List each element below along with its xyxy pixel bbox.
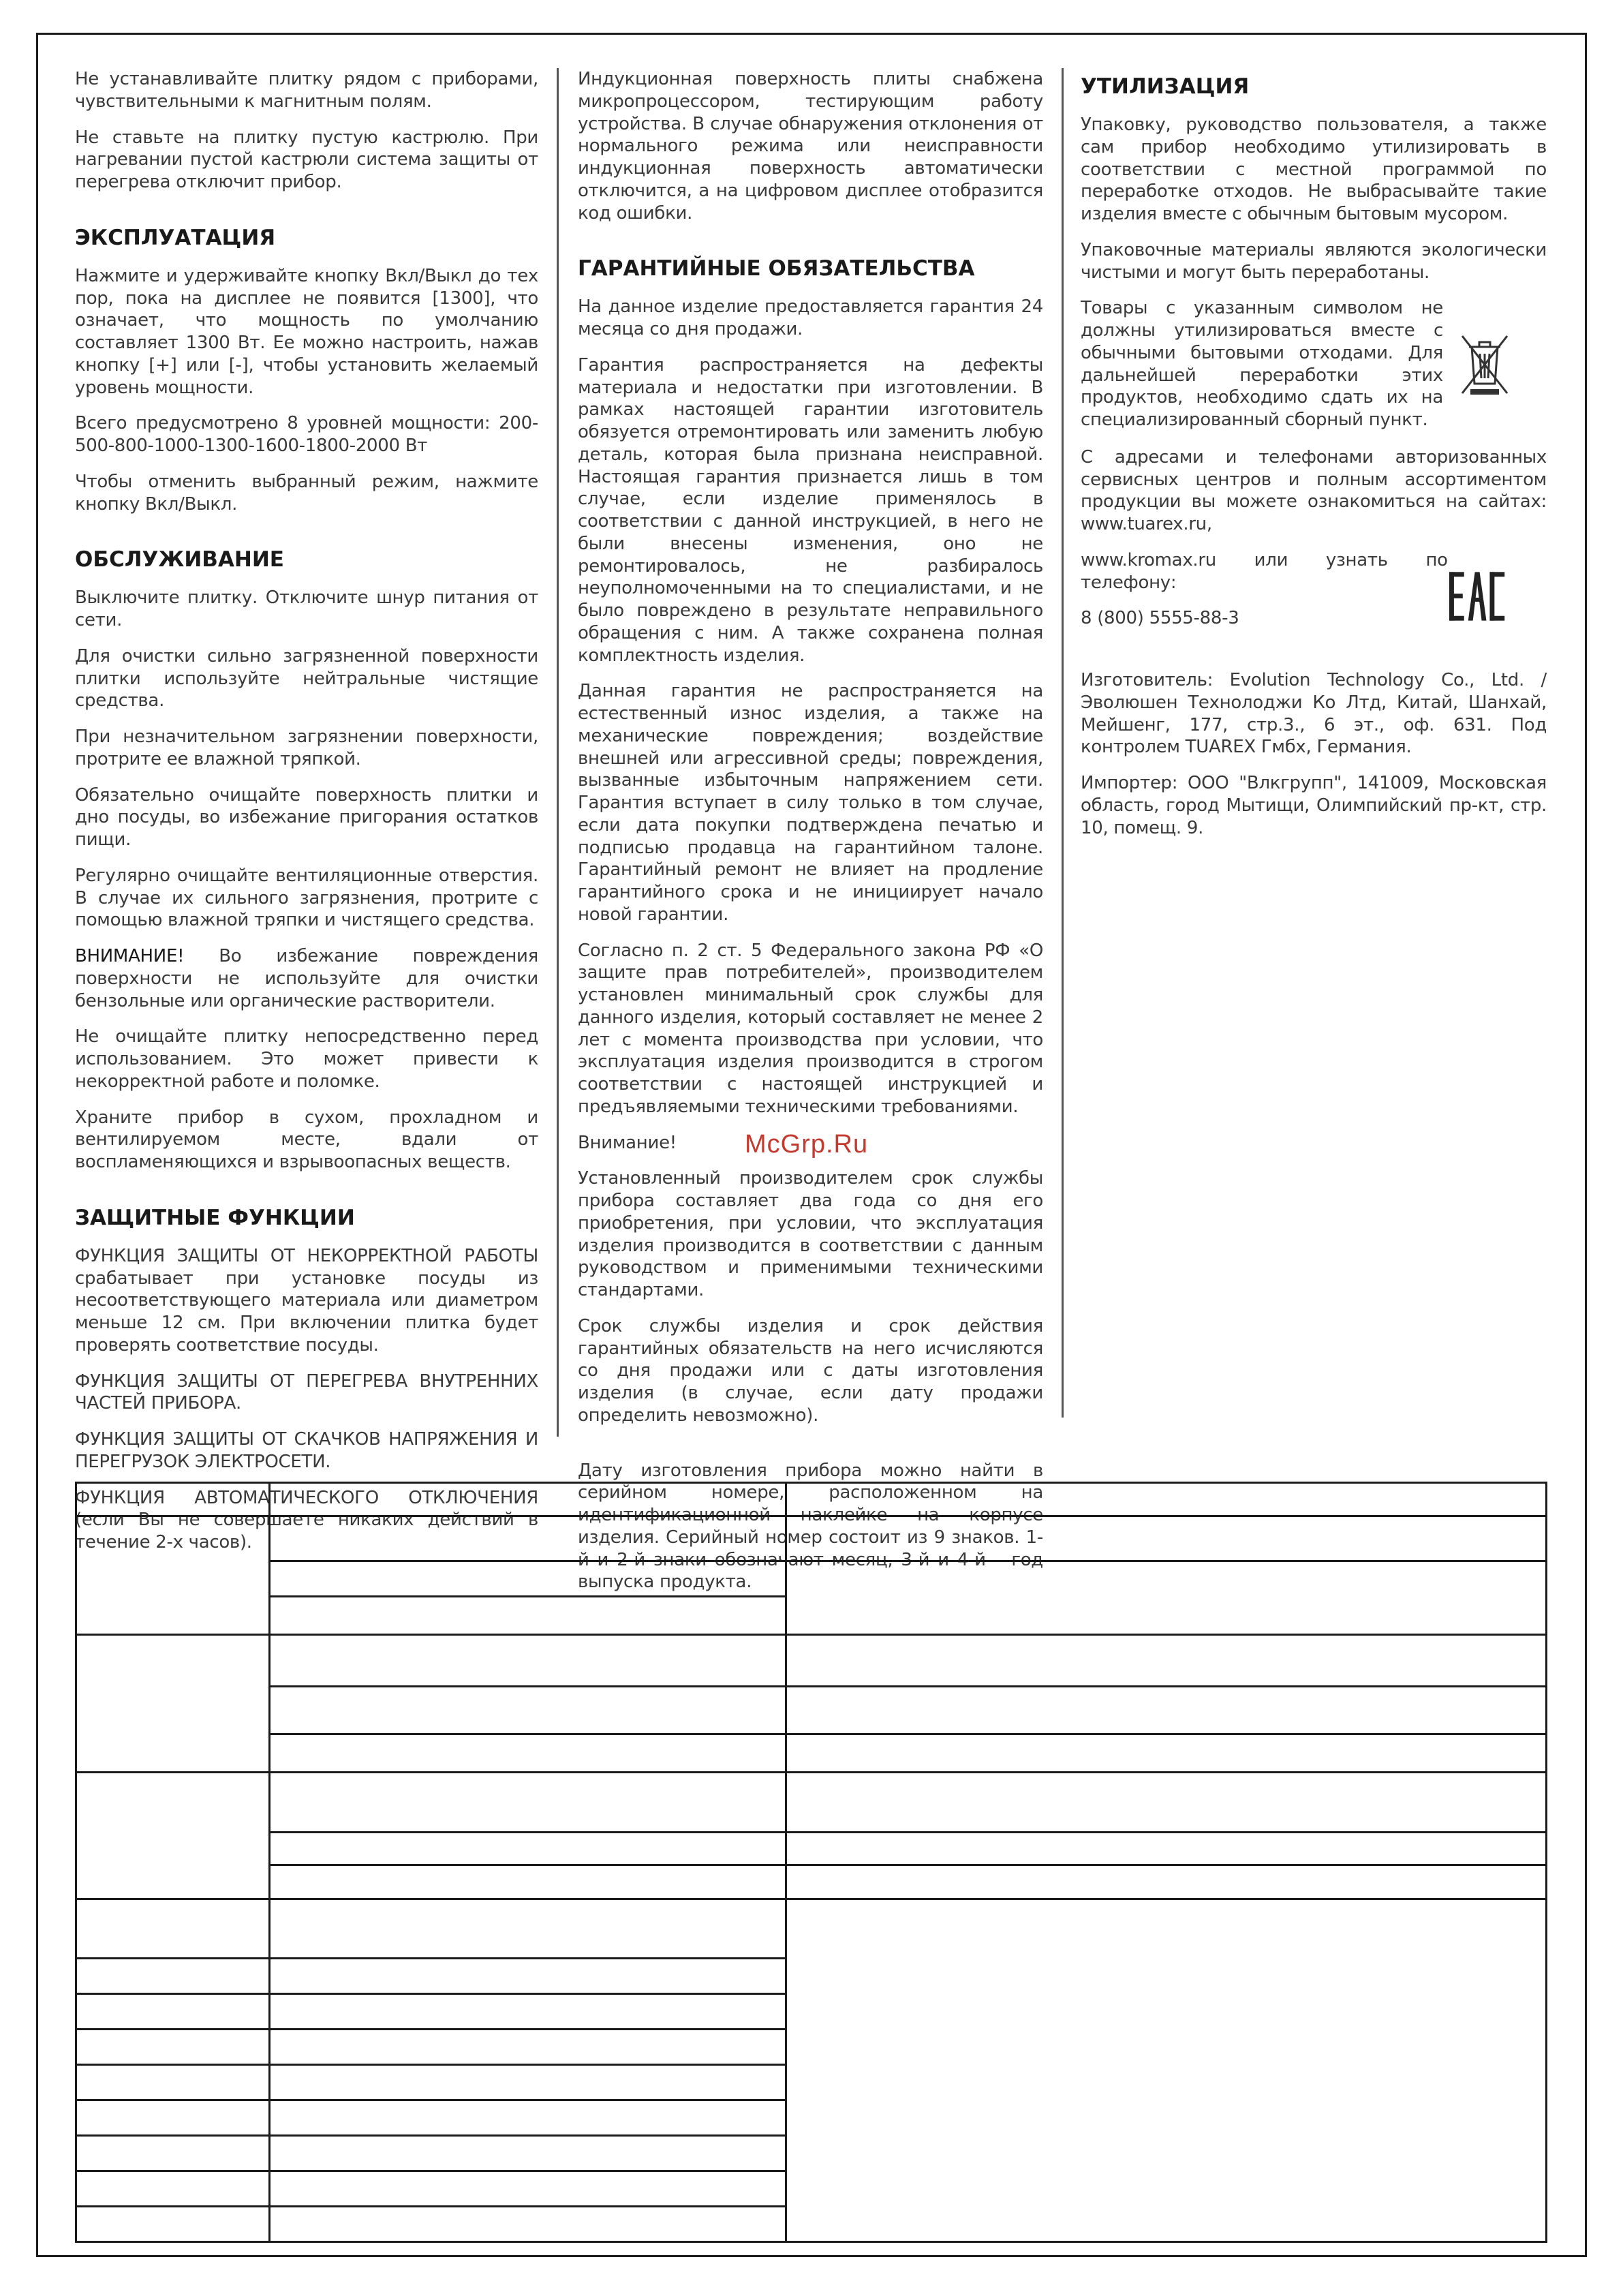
phone-number: 8 (800) 5555-88-3 [1081, 608, 1239, 629]
table-row [76, 1561, 1547, 1597]
paragraph: Для очистки сильно загрязненной поверхности плитки используйте нейтральные чистящие средства. [75, 645, 538, 711]
paragraph: На данное изделие предоставляется гарантия 24 месяца со дня продажи. [578, 296, 1043, 340]
table-cell [76, 2100, 270, 2136]
table-cell [76, 2171, 270, 2207]
table-row [76, 1483, 1547, 1516]
paragraph: Всего предусмотрено 8 уровней мощности: 200-500-800-1000-1300-1600-1800-2000 Вт [75, 413, 538, 457]
paragraph: Не ставьте на плитку пустую кастрюлю. При нагревании пустой кастрюли система защиты от перегрева отключит прибор. [75, 127, 538, 192]
table-cell [76, 2030, 270, 2065]
paragraph: При незначительном загрязнении поверхности, протрите ее влажной тряпкой. [75, 726, 538, 769]
crossed-bin-icon [1457, 331, 1513, 399]
paragraph: Товары с указанным символом не должны утилизироваться вместе с обычными бытовыми отходами. Для дальнейшей переработки этих продуктов, необходимо сдать их на специализированный сборный пункт. [1081, 298, 1443, 431]
paragraph: Упаковочные материалы являются экологически чистыми и могут быть переработаны. [1081, 239, 1547, 283]
section-title-protection: ЗАЩИТНЫЕ ФУНКЦИИ [75, 1205, 355, 1230]
table-cell [270, 2207, 786, 2242]
section-title-disposal: УТИЛИЗАЦИЯ [1081, 74, 1250, 99]
table-row [76, 1865, 1547, 1899]
table-cell [76, 1773, 270, 1899]
recycle-block [1081, 297, 1547, 431]
table-cell [786, 1516, 1547, 1561]
table-cell [76, 2136, 270, 2171]
table-cell [786, 1865, 1547, 1899]
table-row [76, 1516, 1547, 1561]
table-row [76, 1734, 1547, 1773]
column-divider [1062, 68, 1064, 1418]
table-cell [270, 2065, 786, 2100]
manufacturer-info: Изготовитель: Evolution Technology Co., Ltd. / Эволюшен Технолоджи Ко Лтд, Китай, Шанхай, Мейшенг, 177, стр.3., 6 эт., оф. 631. Под контролем TUAREX Гмбх, Германия. [1081, 670, 1547, 758]
table-cell [270, 1483, 786, 1516]
contacts-block [1081, 549, 1547, 643]
paragraph: Дату изготовления прибора можно найти в серийном номере, расположенном на идентификационной наклейке на корпусе изделия. Серийный номер состоит из 9 знаков. 1-й и 2-й знаки обозначают месяц, 3-й и 4-й— год выпуска продукта. [578, 1460, 1043, 1593]
table-cell [270, 1833, 786, 1865]
attention-label: ВНИМАНИЕ! [75, 946, 185, 967]
section-title-service: ОБСЛУЖИВАНИЕ [75, 547, 284, 572]
table-row [76, 1833, 1547, 1865]
paragraph: Храните прибор в сухом, прохладном и вентилируемом месте, вдали от воспламеняющихся и взрывоопасных веществ. [75, 1107, 538, 1173]
paragraph: Нажмите и удерживайте кнопку Вкл/Выкл до тех пор, пока на дисплее не появится [1300], что означает, что мощность по умолчанию составляет 1300 Вт. Ее можно настроить, нажав кнопку [+] или [-], чтобы установить желаемый уровень мощности. [75, 265, 538, 398]
paragraph: Установленный производителем срок службы прибора составляет два года со дня его приобретения, при условии, что эксплуатация изделия производится в соответствии с данным руководством и применимыми техническими стандартами. [578, 1168, 1043, 1301]
table-cell [786, 1561, 1547, 1635]
paragraph: Обязательно очищайте поверхность плитки и дно посуды, во избежание пригорания остатков пищи. [75, 784, 538, 851]
paragraph: Срок службы изделия и срок действия гарантийных обязательств на него исчисляются со дня продажи или с даты изготовления изделия (в случае, если дату продажи определить невозможно). [578, 1315, 1043, 1426]
paragraph: Не очищайте плитку непосредственно перед использованием. Это может привести к некорректной работе и поломке. [75, 1026, 538, 1092]
attention-paragraph [75, 945, 538, 1012]
watermark: McGrp.Ru [745, 1130, 869, 1159]
paragraph: С адресами и телефонами авторизованных сервисных центров и полным ассортиментом продукции вы можете ознакомиться на сайтах: www.tuarex.ru, [1081, 446, 1547, 535]
table-cell [76, 1959, 270, 1994]
table-cell [270, 1734, 786, 1773]
table-cell [270, 1597, 786, 1635]
table-cell [270, 2171, 786, 2207]
table-cell [786, 1483, 1547, 1516]
table-cell [786, 1899, 1547, 2242]
paragraph: Внимание! [578, 1132, 677, 1153]
paragraph: Гарантия распространяется на дефекты материала и недостатки при изготовлении. В рамках настоящей гарантии изготовитель обязуется отремонтировать или заменить любую деталь, которая была признана неисправной. Настоящая гарантия признается лишь в том случае, если изделие применялось в соответствии с данной инструкцией, в него не были внесены изменения, оно не ремонтировалось, не разбиралось неуполномоченными на то специалистами, и не было повреждено в результате неправильного обращения с ним. А также сохранена полная комплектность изделия. [578, 354, 1043, 666]
section-title-warranty: ГАРАНТИЙНЫЕ ОБЯЗАТЕЛЬСТВА [578, 256, 975, 281]
table-cell [270, 1516, 786, 1561]
paragraph: Согласно п. 2 ст. 5 Федерального закона РФ «О защите прав потребителей», производителем установлен минимальный срок службы для данного изделия, который составляет не менее 2 лет с момента производства при условии, что эксплуатация изделия производится в строгом соответствии с настоящей инструкцией и предъявляемыми техническими требованиями. [578, 940, 1043, 1117]
table-cell [270, 2136, 786, 2171]
table-cell [76, 2207, 270, 2242]
table-cell [270, 2100, 786, 2136]
column-1 [75, 68, 538, 1567]
paragraph: ФУНКЦИЯ ЗАЩИТЫ ОТ ПЕРЕГРЕВА ВНУТРЕННИХ ЧАСТЕЙ ПРИБОРА. [75, 1371, 538, 1414]
paragraph: Данная гарантия не распространяется на естественный износ изделия, а также на механические повреждения; воздействие внешней или агрессивной среды; повреждения, вызванные избыточным напряжением сети. Гарантия вступает в силу только в том случае, если дата покупки подтверждена печатью и подписью продавца на гарантийном талоне. Гарантийный ремонт не влияет на продление гарантийного срока и не инициирует начало новой гарантии. [578, 681, 1043, 925]
table-cell [76, 2065, 270, 2100]
paragraph: Не устанавливайте плитку рядом с приборами, чувствительными к магнитным полям. [75, 69, 538, 112]
table-cell [270, 1959, 786, 1994]
table-row [76, 1773, 1547, 1833]
table-cell [270, 1561, 786, 1597]
table-row [76, 1687, 1547, 1734]
table-cell [270, 1635, 786, 1687]
table-cell [270, 1994, 786, 2030]
attention-text: Во избежание повреждения поверхности не используйте для очистки бензольные или органические растворители. [75, 946, 538, 1011]
paragraph: ФУНКЦИЯ ЗАЩИТЫ ОТ НЕКОРРЕКТНОЙ РАБОТЫ срабатывает при установке посуды из несоответствующего материала или диаметром меньше 12 см. При включении плитка будет проверять соответствие посуды. [75, 1245, 538, 1356]
site-text: www.kromax.ru или узнать по телефону: [1081, 549, 1448, 593]
table-row [76, 1635, 1547, 1687]
table-cell [76, 1635, 270, 1773]
section-title-operation: ЭКСПЛУАТАЦИЯ [75, 225, 276, 250]
table-cell [76, 1899, 270, 1959]
table-cell [76, 1994, 270, 2030]
table-cell [786, 1833, 1547, 1865]
table-cell [76, 1483, 270, 1516]
column-3 [1081, 68, 1547, 853]
table-cell [270, 1687, 786, 1734]
eac-mark-icon [1448, 570, 1506, 622]
paragraph: Индукционная поверхность плиты снабжена микропроцессором, тестирующим работу устройства. В случае обнаружения отклонения от нормального режима или неисправности индукционная поверхность автоматически отключится, а на цифровом дисплее отобразится код ошибки. [578, 69, 1043, 224]
column-divider [557, 68, 559, 1437]
contacts [1081, 549, 1448, 643]
paragraph: Регулярно очищайте вентиляционные отверстия. В случае их сильного загрязнения, протрите с помощью влажной тряпки и чистящего средства. [75, 865, 538, 931]
table-cell [270, 1865, 786, 1899]
table-cell [270, 1773, 786, 1833]
spec-table [75, 1482, 1547, 2243]
table-cell [270, 1899, 786, 1959]
table-cell [270, 2030, 786, 2065]
table-cell [76, 1516, 270, 1635]
column-2 [578, 68, 1043, 1607]
paragraph: Чтобы отменить выбранный режим, нажмите кнопку Вкл/Выкл. [75, 471, 538, 515]
table-cell [786, 1635, 1547, 1687]
paragraph: Выключите плитку. Отключите шнур питания от сети. [75, 587, 538, 631]
paragraph: ФУНКЦИЯ ЗАЩИТЫ ОТ СКАЧКОВ НАПРЯЖЕНИЯ И ПЕРЕГРУЗОК ЭЛЕКТРОСЕТИ. [75, 1429, 538, 1472]
paragraph: ФУНКЦИЯ АВТОМАТИЧЕСКОГО ОТКЛЮЧЕНИЯ (если Вы не совершаете никаких действий в течение 2-х часов). [75, 1487, 538, 1553]
table-cell [786, 1734, 1547, 1773]
importer-info: Импортер: ООО "Влкгрупп", 141009, Московская область, город Мытищи, Олимпийский пр-кт, стр. 10, помещ. 9. [1081, 773, 1547, 838]
paragraph: Упаковку, руководство пользователя, а также сам прибор необходимо утилизировать в соответствии с местной программой по переработке отходов. Не выбрасывайте такие изделия вместе с обычным бытовым мусором. [1081, 114, 1547, 225]
table-cell [786, 1773, 1547, 1833]
table-cell [786, 1687, 1547, 1734]
table-row [76, 1899, 1547, 1959]
